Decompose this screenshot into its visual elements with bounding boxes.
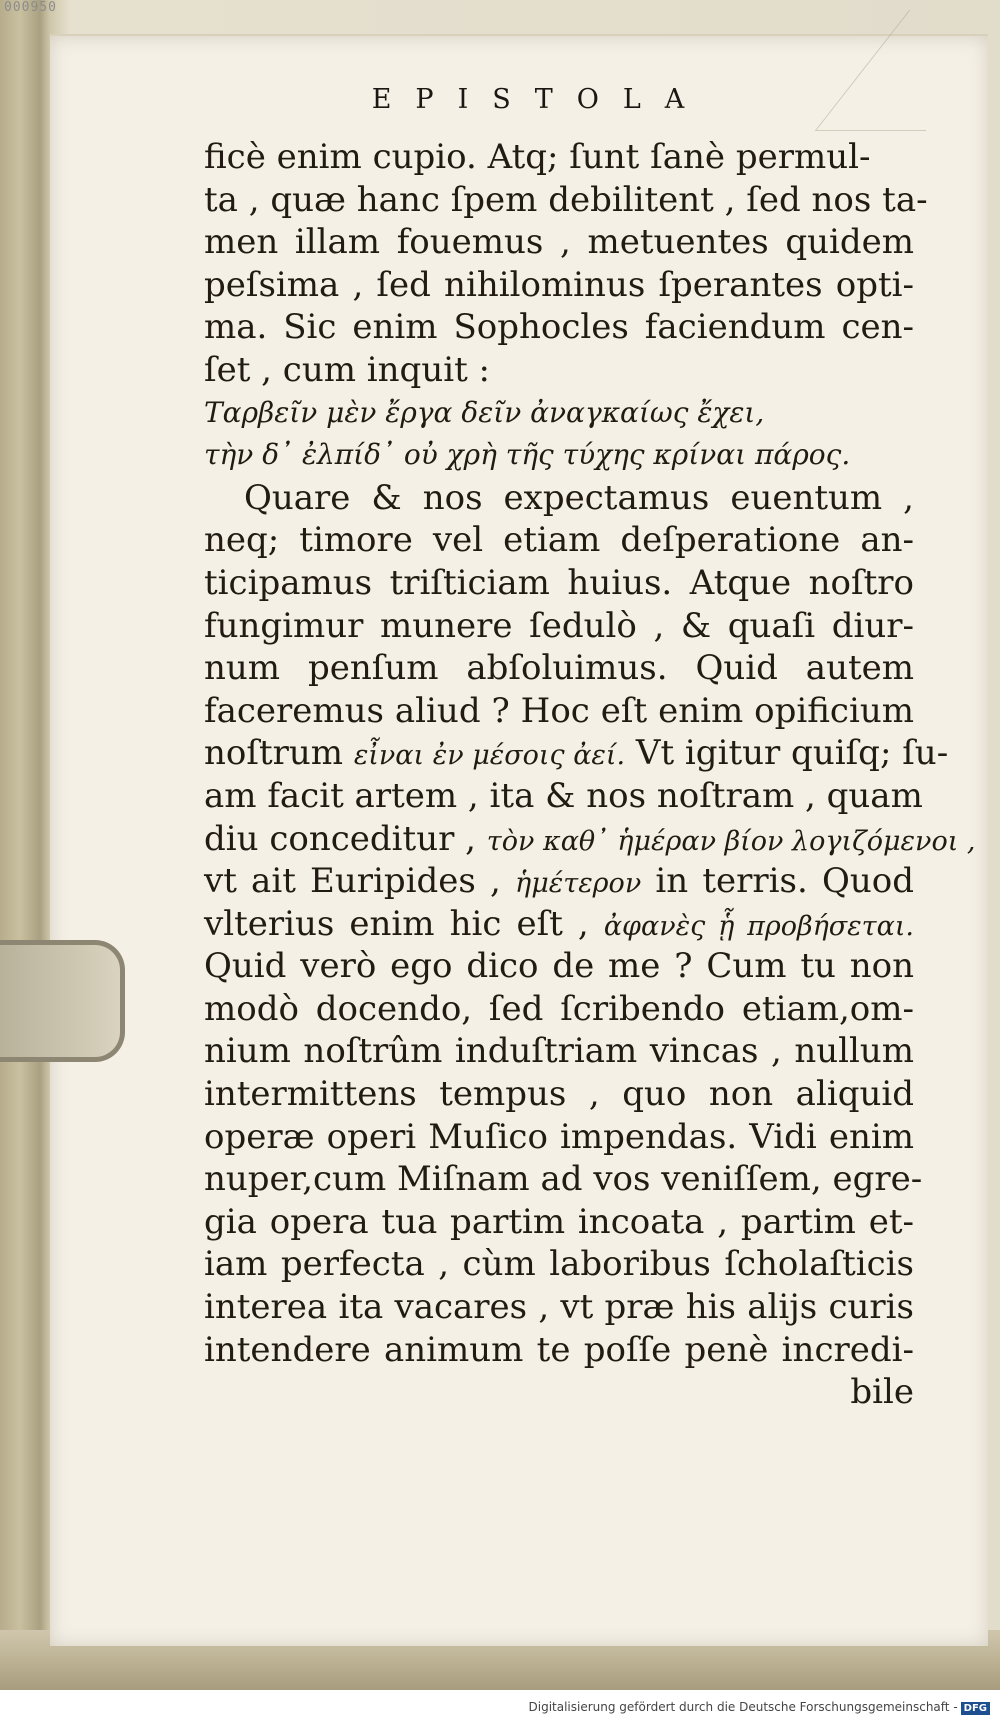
latin-text: ticipamus triſticiam huius. Atque noſtro <box>204 562 914 603</box>
latin-text: ma. Sic enim Sophocles faciendum cen- <box>204 307 914 348</box>
text-line <box>204 988 914 1031</box>
text-line <box>204 945 914 988</box>
latin-text: interea ita vacares , vt præ his alijs curis <box>204 1287 914 1328</box>
latin-text: nium noſtrûm induſtriam vincas , nullum <box>204 1031 914 1072</box>
latin-text: in terris. Quod <box>641 861 914 902</box>
latin-text: τὴν δ᾽ ἐλπίδ᾽ οὐ χρὴ τῆς τύχης κρίναι πάρος. <box>204 438 851 472</box>
text-line <box>204 818 976 861</box>
text-line <box>204 264 914 307</box>
latin-text: iam perfecta , cùm laboribus ſcholaſticis <box>204 1244 914 1285</box>
latin-text: neq; timore vel etiam deſperatione an- <box>204 520 914 561</box>
text-line <box>204 221 914 264</box>
latin-text: Quare & nos expectamus euentum , <box>244 477 914 518</box>
latin-text: men illam fouemus , metuentes quidem <box>204 222 914 263</box>
text-line <box>204 1371 914 1414</box>
text-line <box>204 1329 914 1372</box>
running-head: EPISTOLA <box>371 84 709 115</box>
text-line <box>204 477 914 520</box>
latin-text: ta , quæ hanc ſpem debilitent , ſed nos ta- <box>204 179 928 220</box>
body-text <box>204 136 976 1414</box>
latin-text: Vt igitur quiſq; ſu- <box>625 733 949 774</box>
book-clasp <box>0 940 125 1062</box>
text-line <box>204 306 914 349</box>
text-line <box>204 903 914 946</box>
credit-text: Digitalisierung gefördert durch die Deutsche Forschungsgemeinschaft - <box>528 1700 958 1714</box>
text-line <box>204 434 914 477</box>
latin-text: intermittens tempus , quo non aliquid <box>204 1074 914 1115</box>
text-line <box>204 775 923 818</box>
latin-text: intendere animum te poſſe penè incredi- <box>204 1329 914 1370</box>
digitization-credit <box>529 1700 991 1715</box>
text-line <box>204 690 914 733</box>
greek-quote: ἡμέτερον <box>515 868 642 900</box>
text-line <box>204 136 914 179</box>
text-line <box>204 860 914 903</box>
latin-text: Quid verò ego dico de me ? Cum tu non <box>204 946 914 987</box>
text-line <box>204 1201 914 1244</box>
text-line <box>204 1158 923 1201</box>
greek-quote: ἀφανὲς ᾗ προβήσεται. <box>603 910 915 942</box>
latin-text: peſsima , ſed nihilominus ſperantes opti- <box>204 264 914 305</box>
latin-text: ſet , cum inquit : <box>204 349 491 390</box>
text-line <box>204 519 914 562</box>
text-line <box>204 1030 914 1073</box>
latin-text: bile <box>850 1372 914 1413</box>
latin-text: fungimur munere ſedulò , & quaſi diur- <box>204 605 914 646</box>
greek-quote: εἶναι ἐν μέσοις ἀεί. <box>353 740 626 772</box>
text-line <box>204 179 928 222</box>
text-line <box>204 605 914 648</box>
text-line <box>204 1286 914 1329</box>
latin-text: gia opera tua partim incoata , partim et- <box>204 1201 914 1242</box>
latin-text: faceremus aliud ? Hoc eſt enim opificium <box>204 690 914 731</box>
text-line <box>204 1243 914 1286</box>
latin-text: num penſum abſoluimus. Quid autem <box>204 648 914 689</box>
text-line <box>204 349 914 392</box>
shelfmark-label: 000950 <box>4 0 57 15</box>
latin-text: nuper,cum Miſnam ad vos veniſſem, egre- <box>204 1159 923 1200</box>
text-line <box>204 1116 914 1159</box>
latin-text: noſtrum <box>204 733 354 774</box>
latin-text: ficè enim cupio. Atq; ſunt ſanè permul- <box>204 137 871 177</box>
text-line <box>204 732 949 775</box>
text-line <box>204 392 914 435</box>
latin-text: operæ operi Muſico impendas. Vidi enim <box>204 1116 914 1157</box>
latin-text: vlterius enim hic eſt , <box>204 903 604 944</box>
latin-text: Ταρβεῖν μὲν ἔργα δεῖν ἀναγκαίως ἔχει, <box>204 395 765 429</box>
latin-text: diu conceditur , <box>204 818 487 859</box>
latin-text: am facit artem , ita & nos noſtram , quam <box>204 775 923 816</box>
text-line <box>204 647 914 690</box>
text-line <box>204 1073 914 1116</box>
latin-text: modò docendo, ſed ſcribendo etiam,om- <box>204 988 914 1029</box>
text-line <box>204 562 914 605</box>
dfg-logo: DFG <box>961 1702 990 1715</box>
latin-text: vt ait Euripides , <box>204 861 516 902</box>
greek-quote: τὸν καθ᾽ ἡμέραν βίον λογιζόμενοι , <box>486 825 976 857</box>
